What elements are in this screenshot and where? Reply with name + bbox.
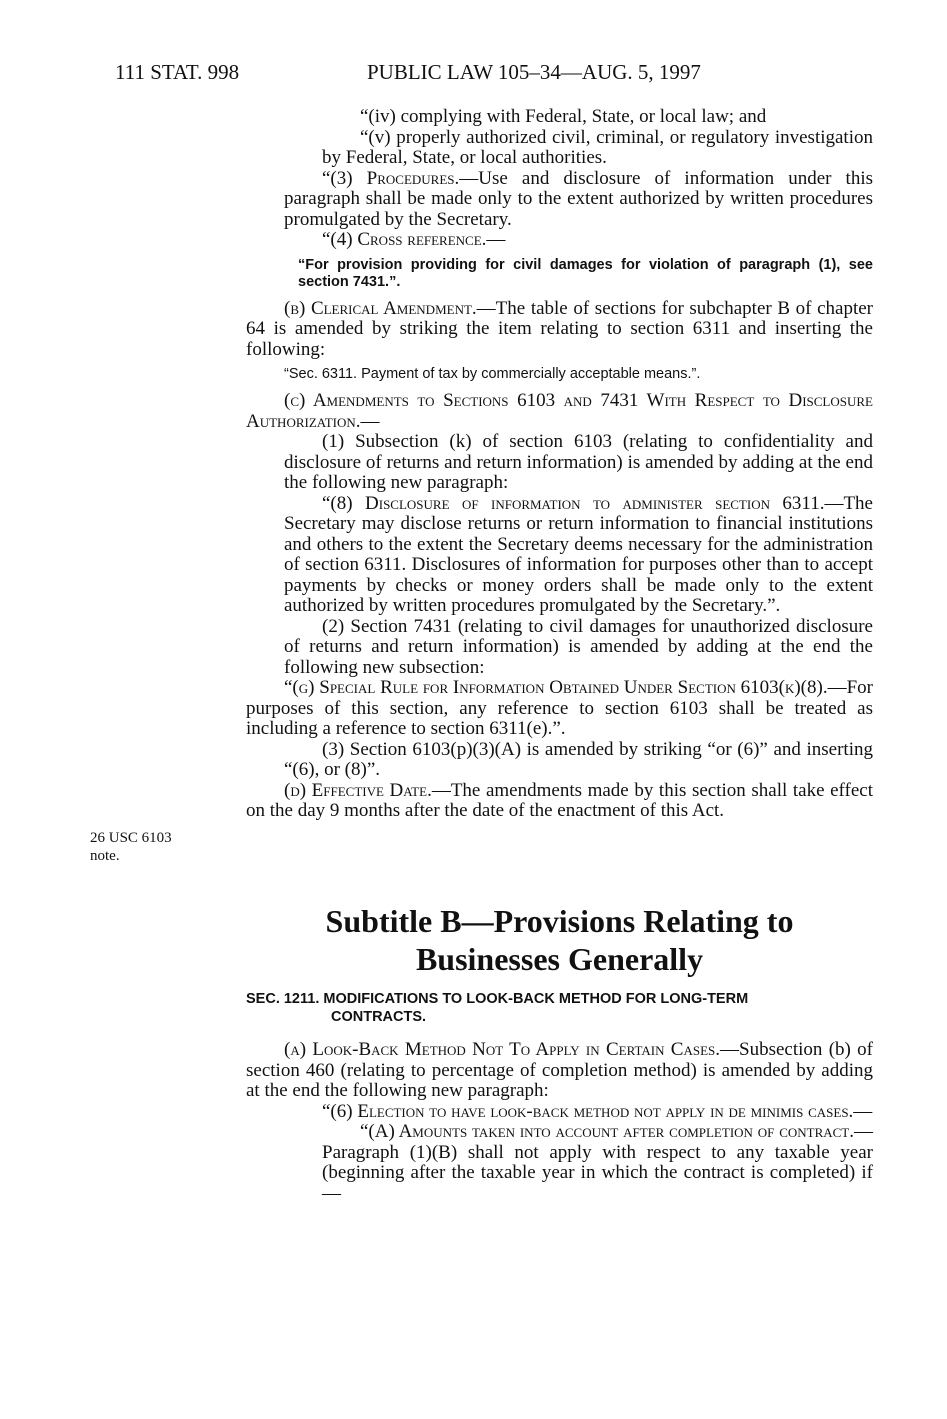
subsection-c-heading: (c) Amendments to Sections 6103 and 7431 With Respect to Disclosure Authorization.—	[246, 390, 873, 432]
paragraph-3-text: —Use and disclosure of information under this paragraph shall be made only to the extent authorized by written procedures promulgated by the Secretary.	[284, 167, 873, 230]
cross-reference-note: “For provision providing for civil damages for violation of paragraph (1), see section 7431.”.	[298, 256, 873, 290]
subtitle-line-1: Subtitle B—Provisions Relating to	[325, 903, 794, 939]
paragraph-3	[246, 169, 873, 231]
section-heading-line-1: SEC. 1211. MODIFICATIONS TO LOOK-BACK METHOD FOR LONG-TERM	[246, 991, 749, 1007]
subsection-g-heading: “(g) Special Rule for Information Obtained Under Section 6103(k)(8).	[284, 677, 828, 698]
body-text-upper	[246, 107, 873, 822]
paragraph-8-text: —The Secretary may disclose returns or return information to financial institutions and others to the extent the Secretary deems necessary for the administration of section 6311. Disclosures of information for purposes other than to accept payments by checks or money orders shall be made only to the extent authorized by written procedures promulgated by the Secretary.”.	[284, 492, 873, 616]
subtitle-line-2: Businesses Generally	[415, 941, 704, 977]
subsection-a-heading: (a) Look-Back Method Not To Apply in Certain Cases.	[284, 1039, 720, 1060]
subsection-d-text: —The amendments made by this section shall take effect on the day 9 months after the date of the enactment of this Act.	[246, 779, 874, 821]
subsection-g-text: —For purposes of this section, any reference to section 6103 shall be treated as including a reference to section 6311(e).”.	[246, 677, 873, 739]
subsection-d	[246, 781, 873, 822]
paragraph-8	[246, 494, 873, 617]
margin-note-label: note.	[90, 848, 120, 864]
subsection-b	[246, 299, 873, 361]
subsection-a	[246, 1040, 873, 1102]
margin-note	[90, 829, 172, 865]
header-public-law: PUBLIC LAW 105–34—AUG. 5, 1997	[367, 60, 701, 84]
subsection-c-3: (3) Section 6103(p)(3)(A) is amended by striking “or (6)” and inserting “(6), or (8)”.	[284, 738, 873, 780]
paragraph-3-heading: “(3) Procedures.	[322, 167, 460, 189]
clause-iv: “(iv) complying with Federal, State, or local law; and	[360, 106, 767, 127]
subsection-b-heading: (b) Clerical Amendment.	[284, 297, 477, 319]
paragraph-6-heading: “(6) Election to have look-back method not apply in de minimis cases.—	[322, 1100, 873, 1122]
subparagraph-A-text: —Paragraph (1)(B) shall not apply with respect to any taxable year (beginning after the taxable year in which the contract is completed) if—	[322, 1121, 873, 1204]
clause-v: “(v) properly authorized civil, criminal, or regulatory investigation by Federal, State, or local authorities.	[322, 126, 873, 168]
table-of-sections-entry: “Sec. 6311. Payment of tax by commercially acceptable means.”.	[284, 366, 701, 382]
subparagraph-A-heading: “(A) Amounts taken into account after completion of contract.	[360, 1121, 854, 1142]
subsection-d-heading: (d) Effective Date.	[284, 779, 432, 801]
paragraph-8-heading: “(8) Disclosure of information to administer section 6311.	[322, 492, 825, 514]
subsection-b-text: —The table of sections for subchapter B of chapter 64 is amended by striking the item relating to section 6311 and inserting the following:	[246, 297, 873, 360]
paragraph-4-heading: “(4) Cross reference.—	[322, 229, 506, 250]
margin-note-citation: 26 USC 6103	[90, 830, 172, 846]
subsection-g	[246, 678, 873, 740]
subtitle-heading	[246, 902, 873, 978]
subsection-a-text: —Subsection (b) of section 460 (relating to percentage of completion method) is amended by adding at the end the following new paragraph:	[246, 1039, 873, 1101]
subsection-c-1: (1) Subsection (k) of section 6103 (relating to confidentiality and disclosure of returns and return information) is amended by adding at the end the following new paragraph:	[284, 431, 873, 493]
header-statute-page: 111 STAT. 998	[115, 60, 240, 84]
subsection-c-2: (2) Section 7431 (relating to civil damages for unauthorized disclosure of returns and return information) is amended by adding at the end the following new subsection:	[284, 615, 873, 678]
section-heading	[246, 990, 873, 1026]
body-text-lower	[246, 1040, 873, 1204]
section-heading-line-2: CONTRACTS.	[331, 1009, 427, 1025]
subparagraph-A	[246, 1122, 873, 1204]
